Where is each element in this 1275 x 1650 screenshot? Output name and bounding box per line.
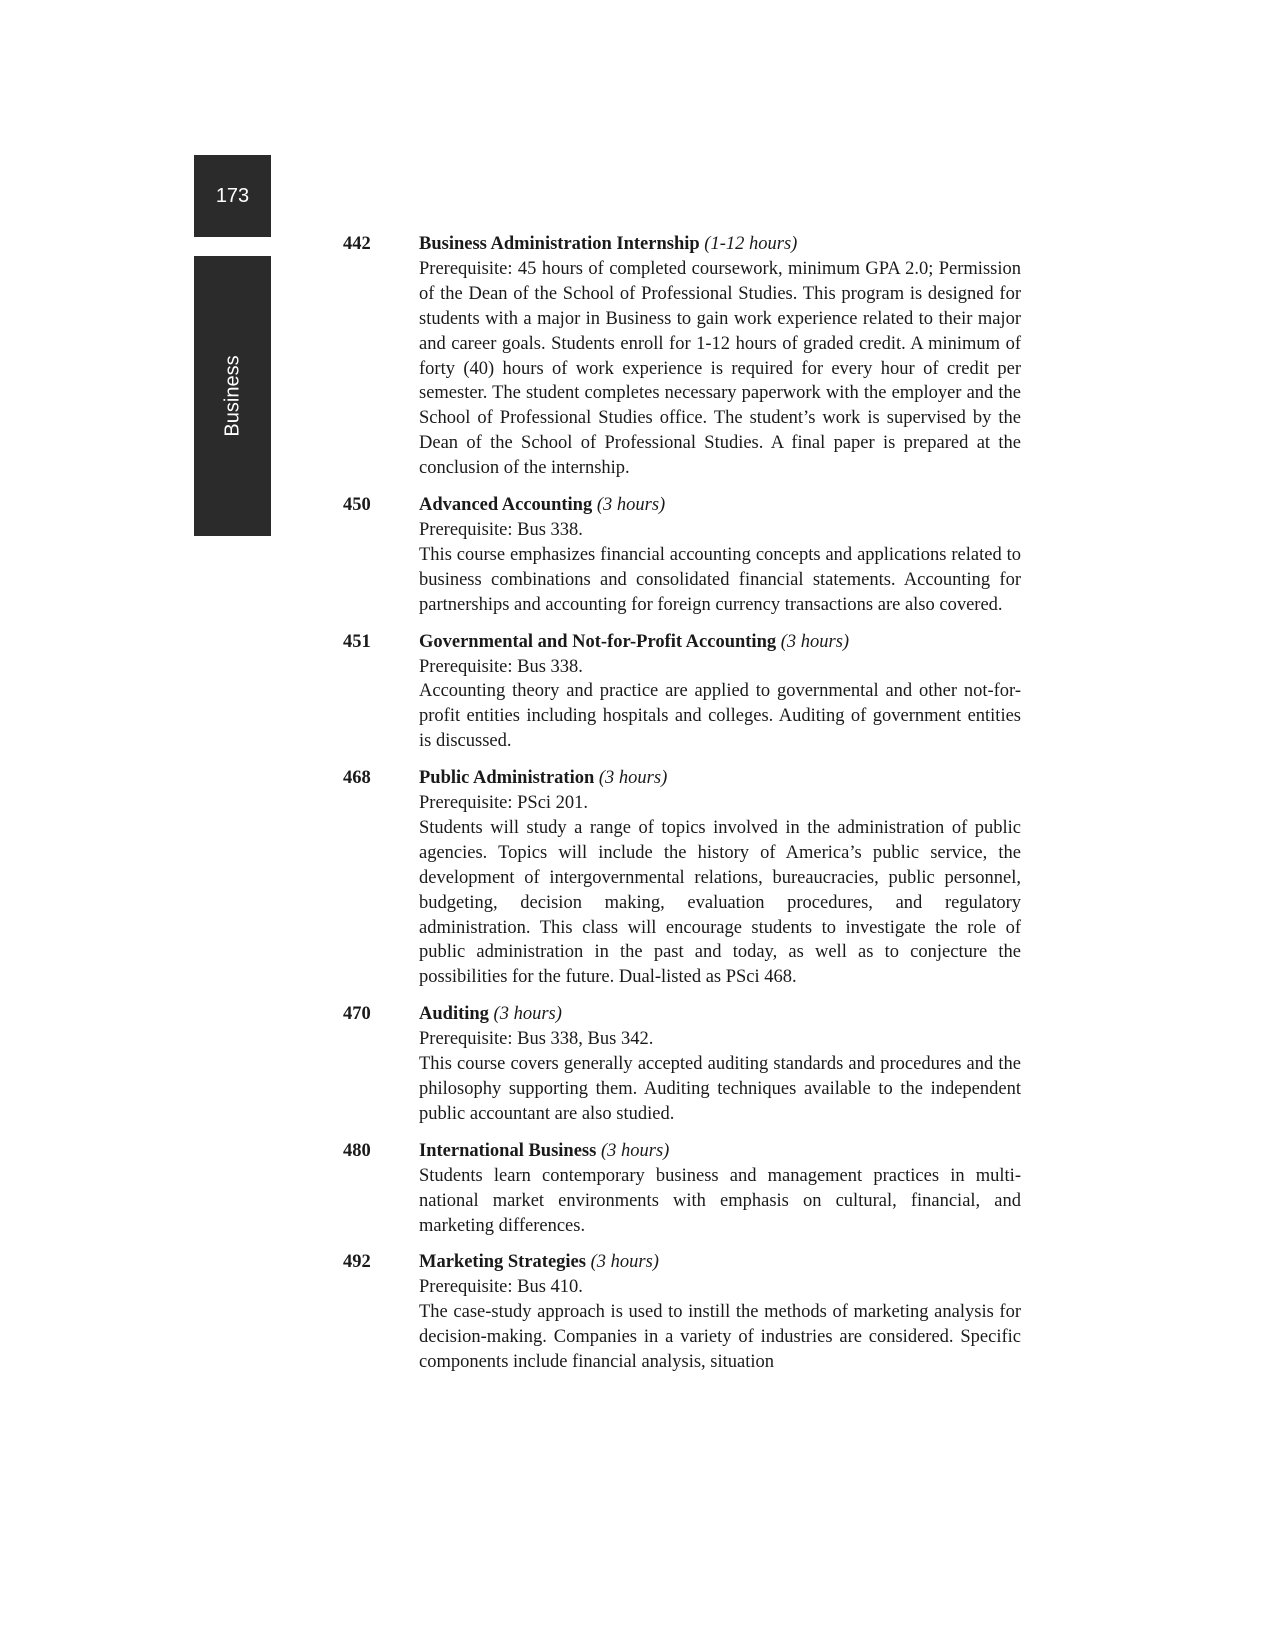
course-hours: (3 hours)	[780, 631, 850, 652]
course-title: Governmental and Not-for-Profit Accounting	[419, 631, 777, 652]
course-body	[419, 232, 1021, 481]
course-title: Auditing	[419, 1004, 489, 1025]
course-heading	[419, 1139, 1021, 1164]
course-description: Students will study a range of topics involved in the administration of public agencies. Topics will include the history of America’s public service, the development of intergovernmental relations, bureaucracies, public personnel, budgeting, decision making, evaluation procedures, and regulatory administration. This class will encourage students to investigate the role of public administration in the past and today, as well as to conjecture the possibilities for the future. Dual-listed as PSci 468.	[419, 817, 1021, 988]
course-number: 480	[343, 1140, 371, 1161]
course-number: 450	[343, 495, 371, 516]
course-entry	[343, 1002, 1023, 1127]
course-heading	[419, 1250, 1021, 1275]
course-entry	[343, 493, 1023, 618]
course-hours: (3 hours)	[600, 1140, 670, 1161]
course-body	[419, 1250, 1021, 1375]
course-title: Business Administration Internship	[419, 234, 700, 254]
course-prerequisite: Prerequisite: Bus 338.	[419, 519, 583, 540]
course-entry	[343, 232, 1023, 481]
course-heading	[419, 766, 1021, 791]
section-tab	[194, 256, 271, 536]
course-list	[343, 232, 1023, 1387]
course-heading	[419, 493, 1021, 518]
course-number: 442	[343, 234, 371, 254]
course-number: 468	[343, 768, 371, 789]
course-hours: (3 hours)	[598, 768, 668, 789]
course-title: International Business	[419, 1140, 597, 1161]
course-hours: (1-12 hours)	[704, 234, 798, 254]
course-entry	[343, 630, 1023, 755]
course-description: The case-study approach is used to instill the methods of marketing analysis for decision-making. Companies in a variety of industries are considered. Specific components include financial analysis, situation	[419, 1302, 1021, 1373]
course-hours: (3 hours)	[590, 1252, 659, 1273]
course-description: Accounting theory and practice are applied to governmental and other not-for-profit entities including hospitals and colleges. Auditing of government entities is discussed.	[419, 681, 1021, 752]
course-description: This course covers generally accepted auditing standards and procedures and the philosophy supporting them. Auditing techniques available to the independent public accountant are also studied.	[419, 1054, 1021, 1124]
course-body	[419, 493, 1021, 618]
course-entry	[343, 1250, 1023, 1375]
section-tab-label: Business	[221, 355, 243, 437]
course-description: Prerequisite: 45 hours of completed coursework, minimum GPA 2.0; Permission of the Dean of the School of Professional Studies. This program is designed for students with a major in Business to gain work experience related to their major and career goals. Students enroll for 1-12 hours of graded credit. A minimum of forty (40) hours of work experience is required for every hour of credit per semester. The student completes necessary paperwork with the employer and the School of Professional Studies office. The student’s work is supervised by the Dean of the School of Professional Studies. A final paper is prepared at the conclusion of the internship.	[419, 258, 1021, 479]
course-hours: (3 hours)	[493, 1004, 562, 1025]
course-entry	[343, 766, 1023, 990]
course-entry	[343, 1139, 1023, 1239]
course-hours: (3 hours)	[596, 495, 666, 516]
course-body	[419, 766, 1021, 990]
course-number: 470	[343, 1004, 371, 1025]
course-number: 492	[343, 1252, 371, 1273]
course-prerequisite: Prerequisite: Bus 410.	[419, 1277, 583, 1298]
course-title: Marketing Strategies	[419, 1252, 586, 1273]
course-heading	[419, 232, 1021, 257]
course-heading	[419, 630, 1021, 655]
page-number: 173	[215, 184, 250, 207]
page-number-tab	[194, 155, 271, 237]
course-heading	[419, 1002, 1021, 1027]
course-prerequisite: Prerequisite: PSci 201.	[419, 793, 589, 814]
course-body	[419, 630, 1021, 755]
course-body	[419, 1002, 1021, 1127]
course-description: This course emphasizes financial accounting concepts and applications related to business combinations and consolidated financial statements. Accounting for partnerships and accounting for foreign currency transactions are also covered.	[419, 544, 1021, 615]
course-description: Students learn contemporary business and management practices in multi-national market environments with emphasis on cultural, financial, and marketing differences.	[419, 1165, 1021, 1236]
course-prerequisite: Prerequisite: Bus 338.	[419, 656, 583, 677]
course-number: 451	[343, 631, 371, 652]
course-title: Advanced Accounting	[419, 495, 593, 516]
course-title: Public Administration	[419, 768, 595, 789]
course-prerequisite: Prerequisite: Bus 338, Bus 342.	[419, 1029, 654, 1050]
course-body	[419, 1139, 1021, 1239]
